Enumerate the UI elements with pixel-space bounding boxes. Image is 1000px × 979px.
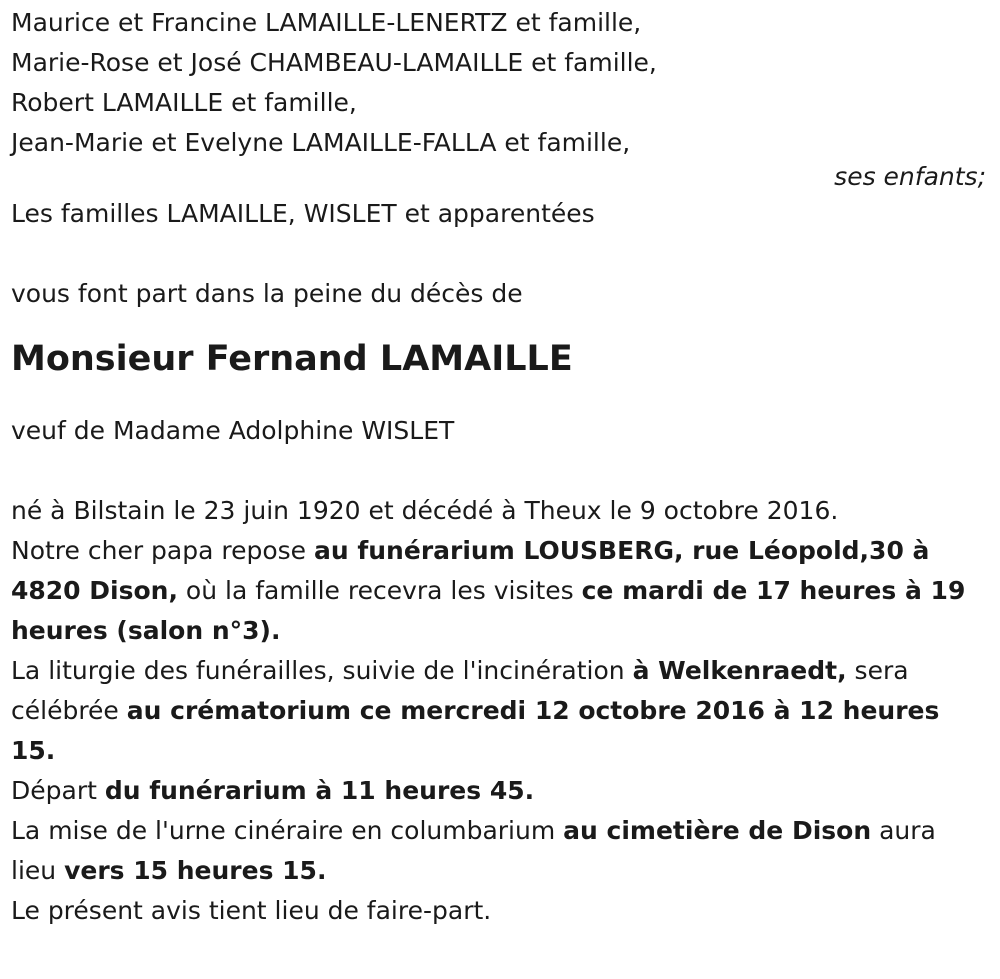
obituary-notice <box>11 3 986 931</box>
widower-of: veuf de Madame Adolphine WISLET <box>11 416 455 445</box>
deceased-name: Monsieur Fernand LAMAILLE <box>11 339 573 379</box>
announcer-child-4: Jean-Marie et Evelyne LAMAILLE-FALLA et famille, <box>11 128 631 157</box>
birth-death: né à Bilstain le 23 juin 1920 et décédé à Theux le 9 octobre 2016. <box>11 496 839 525</box>
announcer-child-2: Marie-Rose et José CHAMBEAU-LAMAILLE et famille, <box>11 48 657 77</box>
liturgy-paragraph: La liturgie des funérailles, suivie de l'incinération à Welkenraedt, sera célébrée au crématorium ce mercredi 12 octobre 2016 à 12 heures 15. <box>11 656 940 765</box>
intro-text: vous font part dans la peine du décès de <box>11 279 523 308</box>
departure-paragraph: Départ du funérarium à 11 heures 45. <box>11 776 535 805</box>
rest-paragraph: Notre cher papa repose au funérarium LOUSBERG, rue Léopold,30 à 4820 Dison, où la famille recevra les visites ce mardi de 17 heures à 19 heures (salon n°3). <box>11 536 966 645</box>
children-role: ses enfants; <box>834 162 986 191</box>
announcer-families: Les familles LAMAILLE, WISLET et apparentées <box>11 199 595 228</box>
closing-text: Le présent avis tient lieu de faire-part. <box>11 896 492 925</box>
announcer-child-3: Robert LAMAILLE et famille, <box>11 88 357 117</box>
announcer-child-1: Maurice et Francine LAMAILLE-LENERTZ et famille, <box>11 8 642 37</box>
urn-paragraph: La mise de l'urne cinéraire en columbarium au cimetière de Dison aura lieu vers 15 heures 15. <box>11 816 936 885</box>
